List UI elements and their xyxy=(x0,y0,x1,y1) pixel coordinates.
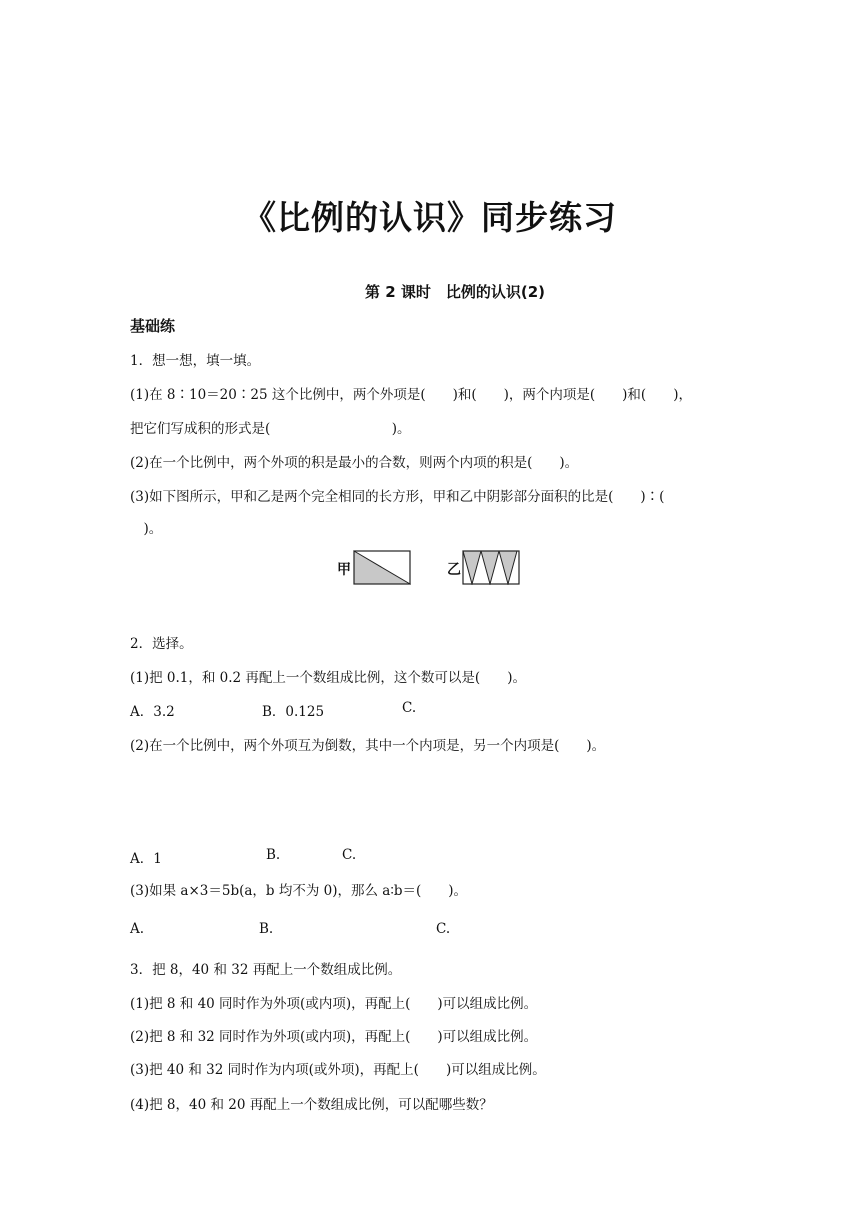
rectangle-yi-figure xyxy=(462,550,520,585)
q2-part2-option-c: C. xyxy=(342,847,357,863)
q1-part3-line2: )。 xyxy=(130,521,163,537)
q3-part2: (2)把 8 和 32 同时作为外项(或内项)，再配上( )可以组成比例。 xyxy=(130,1029,538,1045)
page-title: 《比例的认识》同步练习 xyxy=(243,198,617,237)
q2-part1: (1)把 0.1，和 0.2 再配上一个数组成比例，这个数可以是( )。 xyxy=(130,670,526,686)
section-heading: 基础练 xyxy=(130,317,176,335)
q2-part3-option-b: B. xyxy=(259,921,274,937)
q2-part1-option-b: B．0.125 xyxy=(262,704,325,720)
q3-part3: (3)把 40 和 32 同时作为内项(或外项)，再配上( )可以组成比例。 xyxy=(130,1062,546,1078)
q3-part4: (4)把 8，40 和 20 再配上一个数组成比例，可以配哪些数？ xyxy=(130,1097,493,1113)
q2-part3: (3)如果 a×3＝5b(a，b 均不为 0)，那么 a∶b＝( )。 xyxy=(130,883,468,899)
figure-label-yi: 乙 xyxy=(447,562,461,578)
q2-part2-option-b: B. xyxy=(266,847,281,863)
q2-part2: (2)在一个比例中，两个外项互为倒数，其中一个内项是，另一个内项是( )。 xyxy=(130,738,606,754)
q3-part1: (1)把 8 和 40 同时作为外项(或内项)，再配上( )可以组成比例。 xyxy=(130,996,538,1012)
q2-heading: 2．选择。 xyxy=(130,636,193,652)
q1-part3-line1: (3)如下图所示，甲和乙是两个完全相同的长方形，甲和乙中阴影部分面积的比是( )∶( xyxy=(130,489,665,505)
q1-heading: 1．想一想，填一填。 xyxy=(130,353,261,369)
q2-part3-option-a: A. xyxy=(130,921,145,937)
q3-heading: 3．把 8，40 和 32 再配上一个数组成比例。 xyxy=(130,962,402,978)
q2-part2-option-a: A．1 xyxy=(130,851,162,867)
q2-part3-option-c: C. xyxy=(436,921,451,937)
lesson-subtitle: 第 2 课时 比例的认识(2) xyxy=(364,283,546,301)
figure-label-jia: 甲 xyxy=(337,562,351,578)
q1-part1-line1: (1)在 8∶10＝20∶25 这个比例中，两个外项是( )和( )，两个内项是( )和( )， xyxy=(130,387,692,403)
q2-part1-option-c: C. xyxy=(402,700,417,716)
q1-part1-line2: 把它们写成积的形式是( )。 xyxy=(130,421,411,437)
q1-part2: (2)在一个比例中，两个外项的积是最小的合数，则两个内项的积是( )。 xyxy=(130,455,579,471)
rectangle-jia-figure xyxy=(353,550,411,585)
q2-part1-option-a: A．3.2 xyxy=(130,704,175,720)
